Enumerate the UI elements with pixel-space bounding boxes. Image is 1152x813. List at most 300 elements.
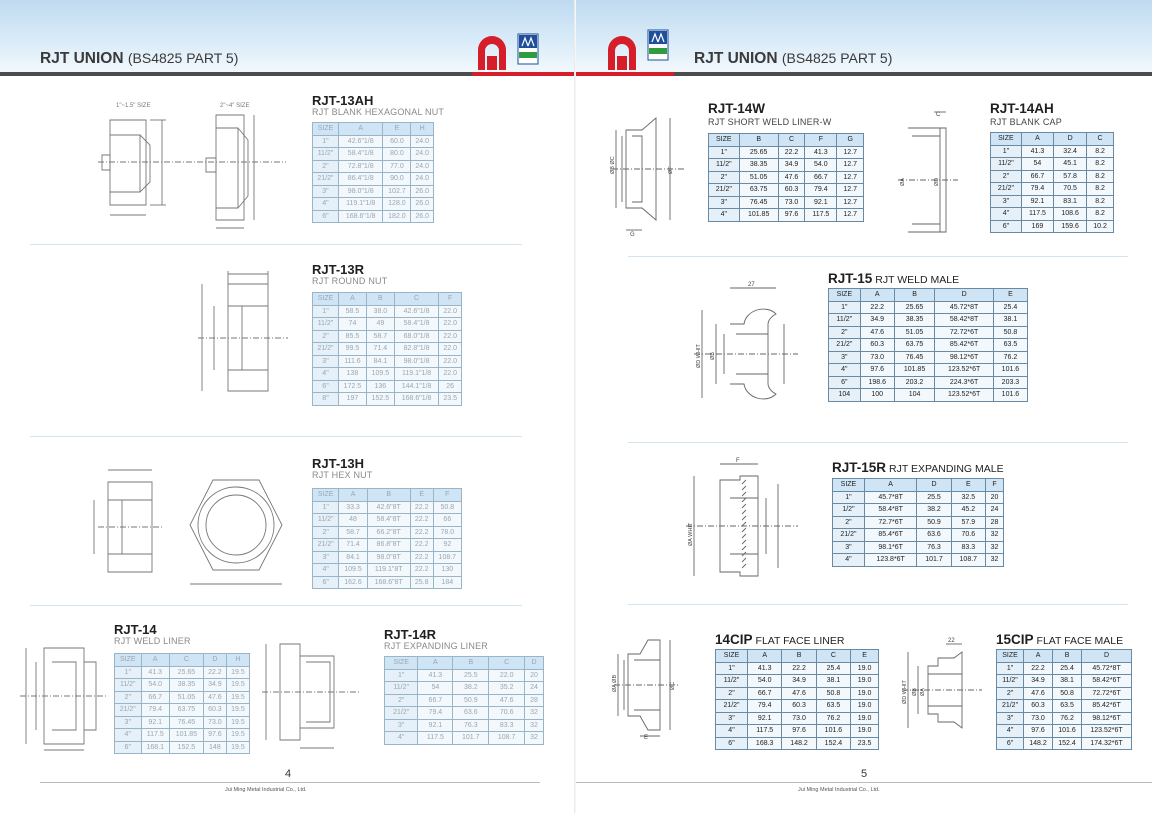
table-cell: 86.8"8T [367,539,410,552]
table-cell: 101.6 [1053,725,1082,738]
table-cell: 42.6"1/8 [394,305,439,318]
table-cell: 19.5 [226,716,249,729]
table-row [991,195,1114,208]
table-cell: 72.7*6T [864,516,916,529]
table-cell: 2" [833,516,865,529]
table-row [313,160,434,173]
table-cell: 74 [338,318,366,331]
rjt13h-table [312,488,462,589]
rjt14w-table [708,133,864,222]
table-cell: 71.4 [339,539,367,552]
column-header: C [489,657,525,670]
cip15-code: 15CIP [996,632,1034,647]
table-header-row [313,489,462,502]
table-row [833,516,1004,529]
column-header: C [778,134,805,147]
table-cell: 102.7 [383,185,411,198]
table-cell: 50.8 [1053,687,1082,700]
table-cell: 22.2 [1024,662,1053,675]
table-cell: 128.0 [383,198,411,211]
table-cell: 8.2 [1087,195,1114,208]
table-cell: 152.5 [366,393,394,406]
table-header-row [385,657,544,670]
page-number: 4 [285,768,292,780]
table-cell: 22.2 [410,526,433,539]
table-row [313,318,462,331]
table-cell: 12.7 [837,209,864,222]
table-cell: 58.4*8T [864,504,916,517]
svg-text:ØA: ØA [900,178,906,186]
table-row [115,679,250,692]
column-header: A [864,479,916,492]
table-row [313,393,462,406]
column-header: B [894,289,935,302]
cip15-table [996,649,1132,750]
table-row [313,343,462,356]
table-cell: 130 [433,564,461,577]
footer-company: Jui Ming Metal Industrial Co., Ltd. [225,787,307,793]
table-cell: 25.4 [816,662,850,675]
column-header: B [782,650,816,663]
table-cell: 82.8"1/8 [394,343,439,356]
table-cell: 12.7 [837,159,864,172]
table-cell: 203.3 [993,376,1027,389]
table-row [709,159,864,172]
table-cell: 169 [1021,220,1053,233]
table-row [313,355,462,368]
table-cell: 60.3 [203,704,226,717]
table-cell: 21/2" [313,343,339,356]
table-row [991,158,1114,171]
table-cell: 76.3 [917,541,951,554]
table-cell: 24 [985,504,1003,517]
table-cell: 25.5 [453,669,489,682]
table-cell: 100 [860,389,894,402]
column-header: SIZE [716,650,748,663]
rjt13h-code: RJT-13H [312,456,365,471]
rjt14r-name: RJT EXPANDING LINER [384,641,488,651]
section-divider [30,244,522,245]
table-cell: 123.8*6T [864,554,916,567]
table-cell: 98.0"8T [367,551,410,564]
table-cell: 2" [829,326,861,339]
table-cell: 41.3 [418,669,453,682]
table-cell: 1" [385,669,418,682]
table-row [716,675,879,688]
table-cell: 152.4 [816,737,850,750]
table-row [833,554,1004,567]
table-row [115,716,250,729]
table-cell: 19.0 [851,687,879,700]
table-cell: 50.8 [993,326,1027,339]
table-cell: 12.7 [837,184,864,197]
table-row [313,514,462,527]
table-cell: 34.9 [778,159,805,172]
table-row [313,198,434,211]
table-cell: 11/2" [829,314,861,327]
table-cell: 123.52*6T [1082,725,1132,738]
table-row [833,491,1004,504]
rjt14-code: RJT-14 [114,622,157,637]
column-header: SIZE [833,479,865,492]
table-row [313,210,434,223]
table-cell: 98.0"1/8 [394,355,439,368]
table-cell: 3" [313,355,339,368]
table-header-row [997,650,1132,663]
table-cell: 6" [115,741,142,754]
table-row [716,662,879,675]
table-cell: 76.45 [739,196,778,209]
table-cell: 11/2" [991,158,1022,171]
table-cell: 47.6 [860,326,894,339]
column-header: G [837,134,864,147]
table-cell: 73.0 [782,712,816,725]
table-cell: 20 [985,491,1003,504]
table-cell: 24.0 [411,173,434,186]
table-cell: 38.1 [993,314,1027,327]
table-cell: 1" [829,301,861,314]
table-cell: 6" [991,220,1022,233]
table-cell: 21/2" [829,339,861,352]
column-header: F [985,479,1003,492]
table-cell: 58.4"8T [367,514,410,527]
table-row [385,682,544,695]
table-row [385,669,544,682]
table-cell: 86.4"1/8 [338,173,383,186]
table-cell: 21/2" [385,707,418,720]
table-cell: 80.0 [383,148,411,161]
column-header: B [366,293,394,306]
section-divider [30,436,522,437]
column-header: D [1082,650,1132,663]
table-cell: 6" [313,210,339,223]
table-cell: 21/2" [997,700,1024,713]
brand-logo-icon [474,30,564,72]
table-cell: 45.1 [1054,158,1087,171]
table-cell: 45.72*8T [935,301,994,314]
table-cell: 22.0 [439,343,462,356]
column-header: B [367,489,410,502]
column-header: A [338,293,366,306]
table-row [385,707,544,720]
table-cell: 108.7 [951,554,985,567]
cip15-drawing [902,638,992,738]
table-cell: 4" [385,732,418,745]
table-cell: 3" [997,712,1024,725]
table-cell: 11/2" [716,675,748,688]
table-row [313,576,462,589]
rjt13ah-code: RJT-13AH [312,93,374,108]
table-row [313,368,462,381]
table-cell: 51.05 [894,326,935,339]
table-row [716,737,879,750]
table-cell: 83.1 [1054,195,1087,208]
table-cell: 32 [985,541,1003,554]
table-cell: 25.4 [1053,662,1082,675]
table-cell: 123.52*6T [935,389,994,402]
table-cell: 60.3 [860,339,894,352]
table-cell: 11/2" [313,514,339,527]
table-cell: 38.1 [1053,675,1082,688]
table-row [115,666,250,679]
table-cell: 32 [985,554,1003,567]
title-sub: (BS4825 PART 5) [781,50,893,66]
table-cell: 108.7 [489,732,525,745]
rjt14w-drawing [612,104,712,239]
table-cell: 72.72*6T [935,326,994,339]
table-cell: 66.2"8T [367,526,410,539]
table-cell: 3" [833,541,865,554]
table-cell: 58.42*6T [1082,675,1132,688]
table-cell: 198.6 [860,376,894,389]
table-cell: 1" [997,662,1024,675]
table-cell: 28 [525,694,544,707]
table-cell: 83.3 [951,541,985,554]
table-cell: 148.2 [782,737,816,750]
table-row [313,380,462,393]
table-cell: 3" [115,716,142,729]
rjt15r-name: RJT EXPANDING MALE [889,463,1004,475]
svg-text:2"~4" SIZE: 2"~4" SIZE [220,103,250,109]
column-header: A [418,657,453,670]
table-cell: 1/2" [833,504,865,517]
table-cell: 168.1 [141,741,169,754]
rjt15-code: RJT-15 [828,271,873,286]
table-cell: 25.65 [894,301,935,314]
table-cell: 79.4 [805,184,837,197]
table-cell: 63.75 [894,339,935,352]
table-cell: 182.0 [383,210,411,223]
table-cell: 51.05 [169,691,203,704]
table-cell: 174.32*6T [1082,737,1132,750]
dim-awht: ØA WHIT [688,522,694,546]
table-cell: 12.7 [837,171,864,184]
column-header: H [411,123,434,136]
column-header: A [1024,650,1053,663]
table-cell: 11/2" [385,682,418,695]
table-cell: 2" [313,330,339,343]
table-cell: 98.1*6T [864,541,916,554]
column-header: E [383,123,411,136]
table-cell: 101.85 [169,729,203,742]
table-cell: 11/2" [709,159,740,172]
table-cell: 4" [991,208,1022,221]
table-cell: 97.6 [778,209,805,222]
table-cell: 79.4 [748,700,782,713]
table-cell: 68.0"1/8 [394,330,439,343]
table-cell: 2" [313,526,339,539]
table-cell: 3" [313,185,339,198]
rjt14ah-name: RJT BLANK CAP [990,117,1062,127]
column-header: A [141,654,169,667]
table-cell: 63.5 [816,700,850,713]
table-row [997,737,1132,750]
table-row [313,551,462,564]
rjt13h-drawing [88,462,308,597]
svg-text:ØA ØB: ØA ØB [612,674,618,692]
table-cell: 172.5 [338,380,366,393]
table-cell: 63.6 [917,529,951,542]
table-cell: 19.0 [851,675,879,688]
table-cell: 92.1 [748,712,782,725]
table-cell: 50.9 [453,694,489,707]
table-cell: 76.45 [169,716,203,729]
table-cell: 19.5 [226,691,249,704]
column-header: E [951,479,985,492]
rjt13r-name: RJT ROUND NUT [312,276,388,286]
table-cell: 41.3 [1021,145,1053,158]
rjt13r-code: RJT-13R [312,262,365,277]
table-cell: 101.7 [917,554,951,567]
table-cell: 54 [418,682,453,695]
table-cell: 38.2 [453,682,489,695]
cip14-drawing [614,630,694,740]
cip14-table [715,649,879,750]
section-divider [628,442,1128,443]
table-cell: 2" [115,691,142,704]
rjt14-name: RJT WELD LINER [114,636,191,646]
dim-dwht: ØD WHIT [696,344,702,368]
table-cell: 38.35 [739,159,778,172]
table-cell: 1" [833,491,865,504]
column-header: C [169,654,203,667]
table-cell: 101.85 [739,209,778,222]
cip15-title [996,632,1123,647]
table-cell: 1" [709,146,740,159]
table-cell: 162.6 [339,576,367,589]
table-cell: 4" [829,364,861,377]
table-cell: 12.7 [837,196,864,209]
table-cell: 24.0 [411,160,434,173]
table-row [833,529,1004,542]
table-cell: 24 [525,682,544,695]
table-cell: 152.5 [169,741,203,754]
table-cell: 38.2 [917,504,951,517]
table-cell: 25.4 [993,301,1027,314]
column-header: A [748,650,782,663]
table-cell: 184 [433,576,461,589]
table-cell: 85.42*6T [935,339,994,352]
table-cell: 19.5 [226,679,249,692]
table-row [829,389,1028,402]
table-cell: 76.45 [894,351,935,364]
table-cell: 119.1"1/8 [338,198,383,211]
column-header: SIZE [829,289,861,302]
table-cell: 117.5 [141,729,169,742]
table-cell: 19.0 [851,725,879,738]
table-cell: 97.6 [782,725,816,738]
table-cell: 79.4 [141,704,169,717]
table-row [709,171,864,184]
table-row [385,732,544,745]
dim-f: F [736,458,740,464]
right-page [576,0,1152,813]
table-cell: 19.0 [851,712,879,725]
rjt13r-table [312,292,462,406]
table-cell: 23.5 [439,393,462,406]
table-cell: 8" [313,393,339,406]
table-cell: 3" [991,195,1022,208]
header-rule [576,72,1152,76]
table-cell: 84.1 [339,551,367,564]
title-main: RJT UNION [694,50,778,67]
table-cell: 104 [829,389,861,402]
table-cell: 38.35 [169,679,203,692]
rjt15-drawing [694,280,804,420]
table-cell: 19.5 [226,729,249,742]
table-cell: 79.4 [1021,183,1053,196]
table-cell: 6" [829,376,861,389]
table-cell: 63.6 [453,707,489,720]
cip15-name: FLAT FACE MALE [1036,635,1124,647]
column-header: B [1053,650,1082,663]
table-cell: 97.6 [203,729,226,742]
rjt13ah-table [312,122,434,223]
table-cell: 22.2 [410,564,433,577]
page-number: 5 [861,768,868,780]
table-cell: 8.2 [1087,158,1114,171]
table-cell: 66.7 [805,171,837,184]
table-cell: 22.2 [778,146,805,159]
table-row [709,209,864,222]
table-cell: 58.7 [339,526,367,539]
rjt14ah-table [990,132,1114,233]
table-cell: 19.0 [851,700,879,713]
table-cell: 72.8"1/8 [338,160,383,173]
column-header: A [339,489,367,502]
table-cell: 50.8 [433,501,461,514]
rjt15r-drawing [686,454,806,584]
table-cell: 19.5 [226,666,249,679]
table-row [997,700,1132,713]
column-header: SIZE [115,654,142,667]
table-cell: 136 [366,380,394,393]
table-cell: 60.3 [1024,700,1053,713]
table-cell: 63.75 [739,184,778,197]
table-cell: 6" [716,737,748,750]
table-cell: 92.1 [805,196,837,209]
table-cell: 97.6 [1024,725,1053,738]
table-cell: 60.0 [383,135,411,148]
table-cell: 85.5 [338,330,366,343]
rjt14-table [114,653,250,754]
section-divider [628,256,1128,257]
table-cell: 85.4*6T [864,529,916,542]
table-cell: 8.2 [1087,208,1114,221]
table-cell: 117.5 [805,209,837,222]
table-cell: 6" [997,737,1024,750]
table-cell: 84.1 [366,355,394,368]
table-row [991,145,1114,158]
table-cell: 6" [313,576,339,589]
table-cell: 78.0 [433,526,461,539]
table-cell: 21/2" [709,184,740,197]
table-cell: 73.0 [860,351,894,364]
column-header: D [1054,133,1087,146]
svg-text:ØB: ØB [912,688,918,696]
table-cell: 1" [313,501,339,514]
table-cell: 41.3 [805,146,837,159]
table-row [997,675,1132,688]
table-cell: 19.5 [226,704,249,717]
table-cell: 22.2 [410,539,433,552]
table-cell: 26 [439,380,462,393]
table-row [115,729,250,742]
table-cell: 47.6 [778,171,805,184]
table-cell: 54 [1021,158,1053,171]
table-cell: 92 [433,539,461,552]
table-cell: 19.0 [851,662,879,675]
